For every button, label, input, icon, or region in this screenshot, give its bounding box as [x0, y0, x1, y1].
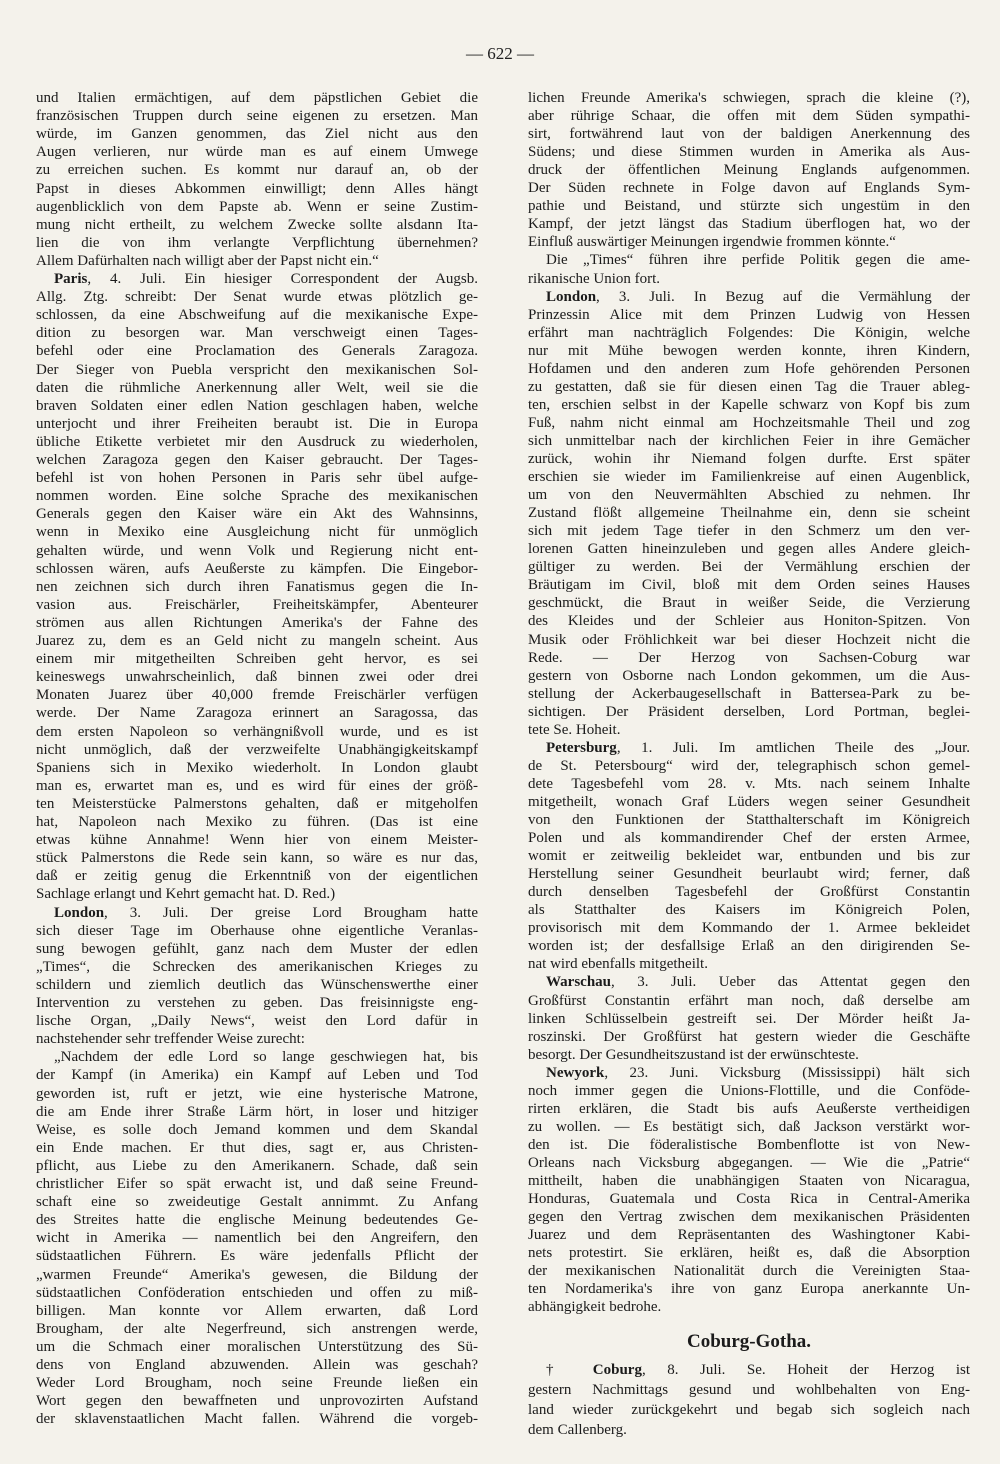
text-line: de St. Petersbourg“ wird der, telegraphisch schon gemel- [528, 757, 970, 774]
text-line: dition zu besorgen war. Man verschweigt einen Tages- [36, 325, 478, 342]
text-line: Wort gegen den bewaffneten und unprovozirten Aufstand [36, 1393, 478, 1410]
text-line [528, 739, 970, 757]
text-line [36, 270, 478, 288]
dateline-place: Newyork [546, 1064, 605, 1081]
dateline-text: , 3. Juli. In Bezug auf die Vermählung der [596, 288, 970, 305]
text-line: gestern von Osborne nach London gekommen, um die Aus- [528, 667, 970, 684]
text-line: sich unmittelbar nach der kirchlichen Feier in ihre Gemächer [528, 432, 970, 449]
text-line: den ist. Die föderalistische Bombenflotte ist von New- [528, 1136, 970, 1153]
text-line: Einfluß auswärtiger Meinungen irgendwie frommen könnte.“ [528, 234, 896, 251]
text-line: nicht unmöglich, daß der verzweifelte Unabhängigkeitskampf [36, 741, 478, 758]
text-line: provisorisch mit dem Kommando der 1. Armee bekleidet [528, 920, 970, 937]
text-line: pathie und Beistand, und stürzte sich ungestüm in den [528, 198, 970, 215]
text-line: Allem Dafürhalten nach willigt aber der Papst nicht ein.“ [36, 252, 379, 269]
text-line: stellung der Ackerbaugesellschaft in Battersea-Park zu be- [528, 685, 970, 702]
text-line: Brougham, der alte Negerfreund, sich anstrengen werde, [36, 1320, 478, 1337]
text-line: Fuß, nahm nicht einmal am Hochzeitsmahle Theil und zog [528, 414, 970, 431]
text-line [528, 288, 970, 306]
text-line: noch immer gegen die Unions-Flottille, und die Conföde- [528, 1082, 970, 1099]
text-line: befehl oder eine Proclamation des Generals Zaragoza. [36, 343, 478, 360]
text-line: sich dieser Tage im Oberhause ohne eigentliche Veranlas- [36, 922, 478, 939]
text-line: der Kampf (in Amerika) ein Kampf auf Leben und Tod [36, 1067, 478, 1084]
text-line: zu wollen. — Es bestätigt sich, daß Jackson verstärkt wor- [528, 1118, 970, 1135]
text-line: aber rührige Schaar, die offen mit dem Süden sympathi- [528, 108, 970, 125]
text-line: erschien sie wieder im Familienkreise auf einen Augenblick, [528, 469, 970, 486]
dateline-text: , 3. Juli. Ueber das Attentat gegen den [611, 974, 970, 991]
text-line: durch denselben Tagesbefehl der Großfürst Constantin [528, 884, 970, 901]
text-line: daß er zeitig genug die Erkenntniß von der eigentlichen [36, 868, 478, 885]
text-line: Generals gegen den Kaiser wäre ein Akt des Wahnsinns, [36, 506, 478, 523]
text-line: als Statthalter des Kaisers im Königreich Polen, [528, 902, 970, 919]
text-line: Orleans nach Vicksburg abgegangen. — Wie die „Patrie“ [528, 1154, 970, 1171]
text-line: und Italien ermächtigen, auf dem päpstlichen Gebiet die [36, 90, 478, 106]
text-line: „warmen Freunde“ Amerika's gewesen, die Bildung der [36, 1266, 478, 1283]
text-line: lorenen Gatten hineinzuleben und gegen alles Andere gleich- [528, 541, 970, 558]
text-line: land wieder zurückgekehrt und begab sich sogleich nach [528, 1402, 970, 1418]
text-line: mitgetheilt, wonach Graf Lüders wegen seiner Gesundheit [528, 793, 970, 810]
text-line: nur mit Mühe bewogen werden konnte, ihren Kindern, [528, 342, 970, 359]
text-line: mittheilt, haben die unabhängigen Staaten von Nicaragua, [528, 1173, 970, 1189]
text-line: Südens; und diese Stimmen wurden in Amerika als Aus- [528, 144, 970, 161]
text-line: nets protestirt. Sie erklären, heißt es, daß die Absorption [528, 1245, 970, 1262]
text-line: nommen worden. Eine solche Sprache des mexikanischen [36, 488, 478, 505]
text-line: stück Palmerstons die Rede sein kann, so wäre es nur das, [36, 850, 478, 867]
text-line: südstaatlichen Conföderation entschieden und offen zu miß- [36, 1284, 478, 1301]
text-line: schlossen, da eine Abschweifung auf die mexikanische Expe- [36, 307, 478, 324]
page-number: — 622 — [466, 44, 534, 63]
text-line: nat wird ebenfalls mitgetheilt. [528, 956, 708, 973]
text-line: augenblicklich von dem Papste ab. Wenn er seine Zustim- [36, 198, 478, 215]
text-line: Polen und als kommandirender Chef der ersten Armee, [528, 830, 970, 847]
text-line: sichtigen. Der Präsident derselben, Lord Portman, beglei- [528, 703, 970, 720]
text-line: der mexikanischen Nationalität durch die Vereinigten Staa- [528, 1263, 970, 1280]
text-line: lichen Freunde Amerika's schwiegen, sprach die kleine (?), [528, 90, 970, 106]
text-line: zu gestatten, daß sie für diesen einen Tag die Trauer ableg- [528, 378, 970, 395]
text-line: wicht in Amerika — namentlich bei den Angreifern, den [36, 1230, 478, 1247]
text-line: wenn in Mexiko eine Ausgleichung nicht für unmöglich [36, 524, 478, 541]
text-line: worden ist; der desfallsige Erlaß an den dirigirenden Se- [528, 938, 970, 955]
text-line: gehalten würde, und wenn Volk und Regierung nicht ent- [36, 542, 478, 559]
text-line: man es, erwartet man es, und es wird für eines der größ- [36, 777, 478, 794]
text-line: abhängigkeit bedrohe. [528, 1299, 662, 1316]
text-line: Die „Times“ führen ihre perfide Politik gegen die ame- [546, 252, 970, 269]
text-line [36, 904, 478, 922]
text-line: des Streites hatte die englische Meinung bedeutendes Ge- [36, 1212, 478, 1229]
text-line: druck der öffentlichen Meinung Englands aufgenommen. [528, 162, 970, 179]
dateline-text: , 4. Juli. Ein hiesiger Correspondent der Augsb. [87, 271, 478, 287]
text-line: südstaatlichen Führern. Es wäre jedenfalls Pflicht der [36, 1248, 478, 1265]
text-line: Zustand flößt allgemeine Theilnahme ein, denn sie scheint [528, 505, 970, 522]
text-line: pflicht, aus Liebe zu den Amerikanern. Schade, daß sein [36, 1157, 478, 1174]
dateline-text: , 3. Juli. Der greise Lord Brougham hatte [104, 904, 478, 921]
text-line: schildern und ziemlich deutlich das Wünschenswerthe einer [36, 976, 478, 993]
text-line: Hofdamen und den anderen zum Hofe gehörenden Personen [528, 360, 970, 377]
text-line: um von den Neuvermählten Abschied zu nehmen. Ihr [528, 487, 970, 504]
text-line: übliche Etikette verbietet mir den Ausdruck zu wiederholen, [36, 433, 478, 450]
text-line: hat, Napoleon nach Mexiko zu führen. (Das ist eine [36, 814, 478, 830]
section-heading: Coburg-Gotha. [686, 1331, 812, 1352]
text-line: Juarez und dem Repräsentanten des Washingtoner Kabi- [528, 1227, 970, 1244]
text-line: Papst in dieses Abkommen einwilligt; denn Alles hängt [36, 180, 478, 197]
text-line: einem mir mitgetheilten Schreiben geht hervor, es sei [36, 651, 478, 668]
text-line: ein Ende machen. Er thut dies, sagt er, aus Christen- [36, 1139, 478, 1156]
text-line: Der Süden rechnete in Folge davon auf Englands Sym- [528, 180, 970, 197]
text-line: von den Funktionen der Statthalterschaft im Königreich [528, 812, 970, 828]
text-line: sirt, fortwährend laut von der baldigen Anerkennung des [528, 126, 970, 143]
text-line: rikanische Union fort. [528, 270, 661, 287]
text-line: Monaten Juarez über 40,000 fremde Freischärler verfügen [36, 687, 478, 704]
text-line: dens von England abzuwenden. Allein was geschah? [36, 1357, 478, 1373]
text-line: mung nicht ertheilt, zu welchem Zwecke sollte alsdann Ita- [36, 216, 478, 233]
text-line [528, 1361, 970, 1379]
dateline-place: London [54, 904, 105, 921]
text-line: erfährt man nachträglich Folgendes: Die Königin, welche [528, 324, 970, 341]
text-line: christlicher Eifer so spät erwacht ist, und daß seine Freund- [36, 1176, 478, 1192]
text-line: dem Callenberg. [528, 1422, 627, 1438]
text-line: zurück, wohin ihr Niemand folgen durfte. Erst später [528, 451, 970, 467]
text-line: billigen. Man konnte vor Allem erwarten, daß Lord [36, 1302, 478, 1319]
text-line: geworden ist, ruft er jetzt, wie eine hysterische Matrone, [36, 1085, 478, 1102]
text-line: Weder Lord Brougham, noch seine Freunde ließen ein [36, 1375, 478, 1392]
text-line: Juarez zu, dem es an Geld nicht zu mangeln scheint. Aus [36, 633, 478, 649]
text-line: tete Se. Hoheit. [528, 721, 621, 738]
text-line: dete Tagesbefehl vom 28. v. Mts. nach seinem Inhalte [528, 775, 970, 792]
text-line: zu erreichen suchen. Es kommt nur darauf an, ob der [36, 162, 478, 179]
text-line: besorgt. Der Gesundheitszustand ist der erwünschteste. [528, 1046, 859, 1063]
text-line: gegen den Vertrag zwischen dem mexikanischen Präsidenten [528, 1209, 970, 1226]
text-line: nachstehender sehr treffender Weise zurecht: [36, 1031, 305, 1048]
text-line: dem ersten Napoleon so verhängnißvoll wurde, und es ist [36, 723, 478, 740]
text-line: des Kleides und der Schleier aus Honiton-Spitzen. Von [528, 613, 970, 630]
text-line: der sklavenstaatlichen Macht fallen. Während die vorgeb- [36, 1411, 478, 1428]
text-line: sung bewogen gefühlt, ganz nach dem Muster der edlen [36, 940, 478, 957]
text-line: unterjocht und ihrer Freiheiten beraubt ist. Die in Europa [36, 415, 478, 432]
text-line [528, 973, 970, 991]
dateline-place: Coburg [592, 1362, 642, 1378]
text-line: ten, erschien selbst in der Kapelle schwarz von Kopf bis zum [528, 396, 970, 413]
text-line: Rede. — Der Herzog von Sachsen-Coburg war [528, 649, 970, 666]
text-line: um die Schmach einer moralischen Unterstützung des Sü- [36, 1338, 478, 1355]
text-line: womit er zeitweilig bekleidet war, entbunden und bis zur [528, 848, 970, 865]
text-line: gültiger zu werden. Bei der Vermählung erschien der [528, 559, 970, 576]
text-line: welchen Zaragoza gegen den Kaiser gebraucht. Der Tages- [36, 452, 478, 468]
text-line: Bräutigam im Civil, bloß mit dem Orden seines Hauses [528, 577, 970, 594]
text-line: die am Ende ihrer Straße Lärm hört, in loser und hitziger [36, 1103, 478, 1120]
text-line: nen zeichnen sich durch ihren Fanatismus gegen die In- [36, 578, 478, 595]
text-line: „Nachdem der edle Lord so lange geschwiegen hat, bis [54, 1049, 478, 1066]
text-line: lien die von ihm verlangte Verpflichtung übernehmen? [36, 234, 478, 251]
text-line: lische Organ, „Daily News“, weist den Lord dafür in [36, 1013, 478, 1030]
text-line: würde, im Ganzen genommen, das Ziel nicht aus den [36, 126, 478, 143]
text-line: Allg. Ztg. schreibt: Der Senat wurde etwas plötzlich ge- [36, 289, 478, 306]
text-line: Honduras, Guatemala und Costa Rica in Central-Amerika [528, 1191, 970, 1208]
text-line: etwas kühne Annahme! Wenn hier von einem Meister- [36, 832, 478, 849]
text-line: strömen aus allen Richtungen Amerika's der Fahne des [36, 614, 478, 631]
text-line: linken Schlüsselbein gestreift sei. Der Mörder heißt Ja- [528, 1010, 970, 1027]
text-line: rirten erklären, die Stadt bis aufs Aeußerste vertheidigen [528, 1100, 970, 1117]
text-line: schaft eine so zweideutige Gestalt annimmt. Zu Anfang [36, 1194, 478, 1211]
text-line: Kampf, der jetzt längst das Stadium überflogen hat, wo der [528, 216, 970, 233]
text-line: Sachlage erlangt und Kehrt gemacht hat. D. Red.) [36, 886, 336, 903]
text-line: keineswegs unwahrscheinlich, daß binnen zwei oder drei [36, 669, 478, 686]
text-line: roszinski. Der Großfürst hat gestern wieder die Geschäfte [528, 1028, 970, 1045]
text-line [528, 1064, 970, 1082]
text-line: Der Sieger von Puebla verspricht den mexikanischen Sol- [36, 361, 478, 378]
text-line: ten Meisterstücke Palmerstons gehalten, daß er mitgeholfen [36, 795, 478, 812]
text-line: Prinzessin Alice mit dem Prinzen Ludwig von Hessen [528, 306, 970, 323]
dateline-text: , 8. Juli. Se. Hoheit der Herzog ist [641, 1362, 970, 1378]
text-line: schlossen wären, aufs Aeußerste zu kämpfen. Die Eingebor- [36, 560, 478, 577]
dateline-place: Warschau [546, 974, 612, 991]
text-line: Herstellung seiner Gesundheit beurlaubt wird; ferner, daß [528, 866, 970, 883]
text-line: ten Nordamerika's ihre von ganz Europa anerkannte Un- [528, 1281, 970, 1298]
text-line: Musik oder Fröhlichkeit war bei dieser Hochzeit nicht die [528, 631, 970, 648]
text-line: geschmückt, die Braut in weißer Seide, die Verzierung [528, 595, 970, 612]
text-line: Augen verlieren, nur würde man es auf einem Umwege [36, 144, 478, 161]
text-line: daten die rühmliche Anerkennung aller Welt, weil sie die [36, 379, 478, 396]
text-line: gestern Nachmittags gesund und wohlbehalten von Eng- [528, 1382, 970, 1398]
dateline-text: , 1. Juli. Im amtlichen Theile des „Jour. [616, 739, 970, 756]
dagger-mark: † [546, 1362, 593, 1378]
text-line: „Times“, die Schrecken des amerikanischen Krieges zu [36, 958, 478, 975]
text-line: werde. Der Name Zaragoza erinnert an Saragossa, das [36, 705, 478, 722]
text-line: vasion aus. Freischärler, Freiheitskämpfer, Abenteurer [36, 596, 478, 613]
text-line: Intervention zu verstehen zu geben. Das freisinnigste eng- [36, 995, 478, 1011]
dateline-text: , 23. Juni. Vicksburg (Mississippi) hält sich [604, 1064, 970, 1081]
text-line: französischen Truppen durch seine eigenen zu ersetzen. Man [36, 108, 478, 125]
text-line: befehl ist von hohen Personen in Paris sehr übel aufge- [36, 470, 478, 487]
text-line: braven Soldaten einer edlen Nation geschlagen haben, welche [36, 397, 478, 414]
text-line: sich mit jedem Tage tiefer in den Schmerz um den ver- [528, 523, 970, 540]
text-line: Spaniens sich in Mexiko wiederholt. In London glaubt [36, 759, 478, 776]
dateline-place: Paris [54, 271, 88, 287]
text-line: Großfürst Constantin erfährt man noch, daß derselbe am [528, 992, 970, 1009]
dateline-place: London [546, 288, 597, 305]
dateline-place: Petersburg [546, 739, 617, 756]
text-line: Weise, es solle doch Jemand kommen und dem Skandal [36, 1121, 478, 1138]
